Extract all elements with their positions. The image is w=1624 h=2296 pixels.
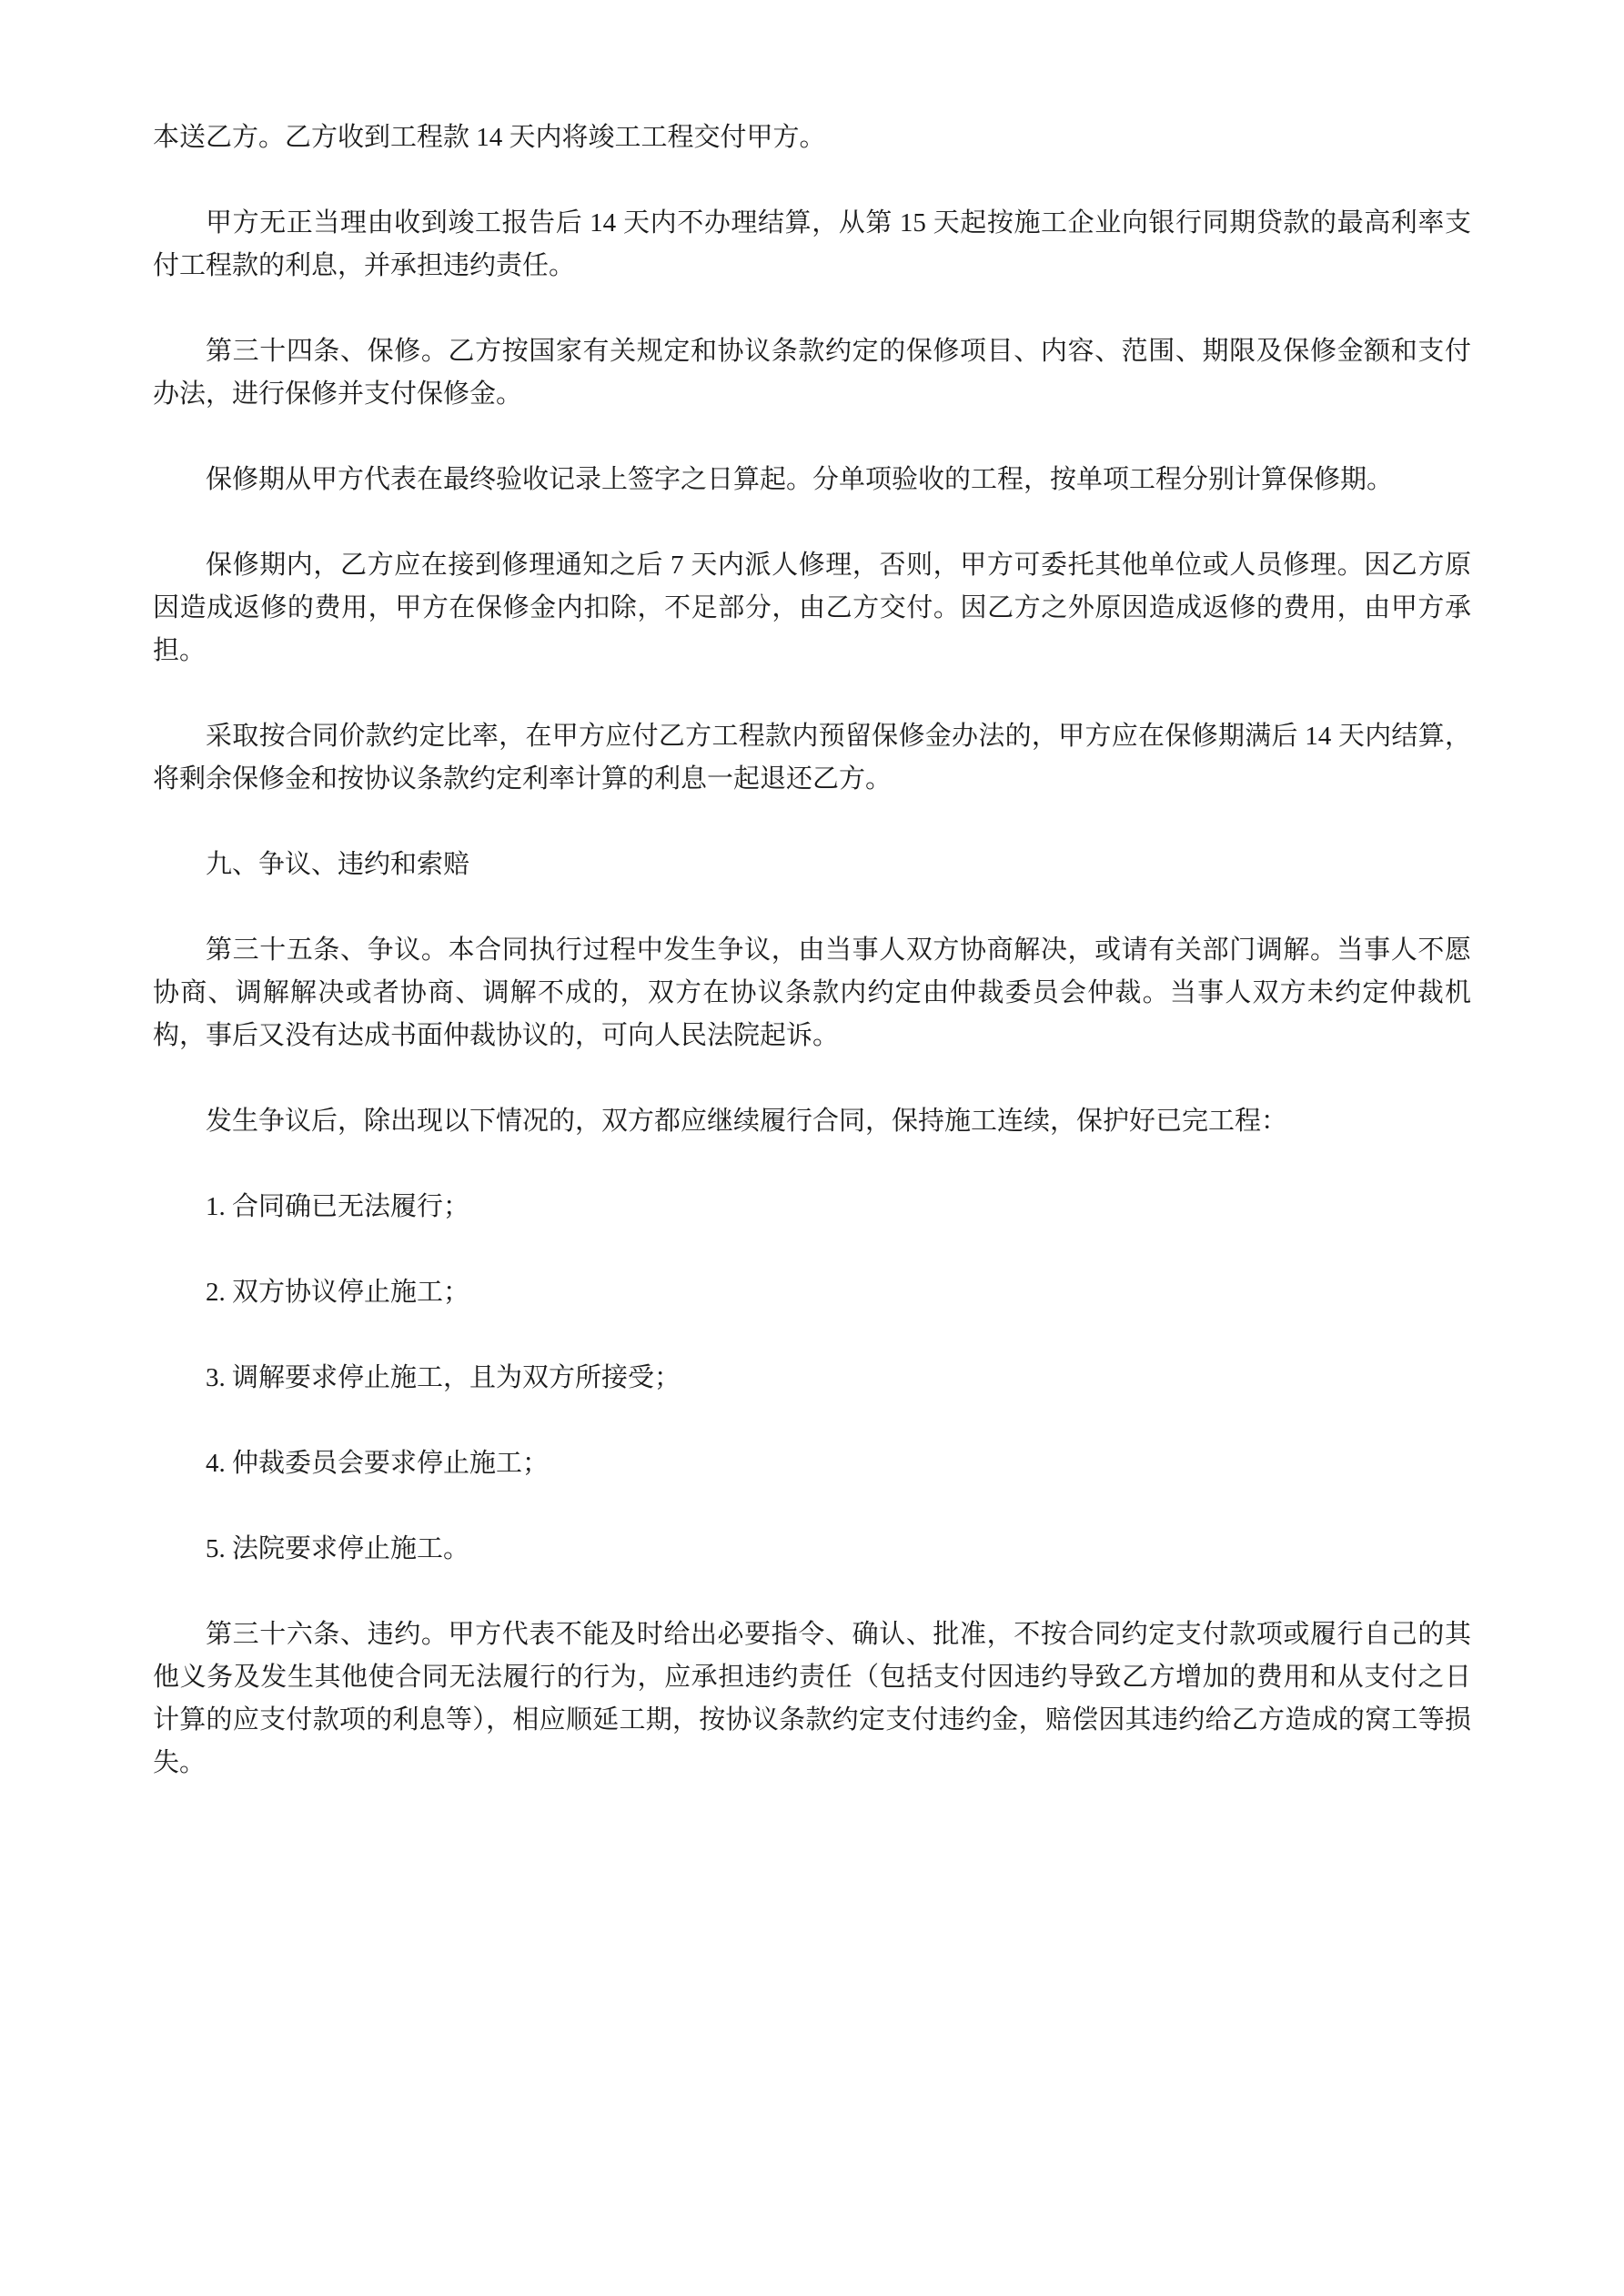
paragraph-clause-34: 第三十四条、保修。乙方按国家有关规定和协议条款约定的保修项目、内容、范围、期限及保修金额和支付办法，进行保修并支付保修金。 (153, 337, 1471, 409)
paragraph: 甲方无正当理由收到竣工报告后 14 天内不办理结算，从第 15 天起按施工企业向银行同期贷款的最高利率支付工程款的利息，并承担违约责任。 (153, 208, 1471, 280)
list-item-5: 5. 法院要求停止施工。 (206, 1534, 470, 1563)
paragraph: 保修期从甲方代表在最终验收记录上签字之日算起。分单项验收的工程，按单项工程分别计算保修期。 (206, 465, 1394, 494)
paragraph: 保修期内，乙方应在接到修理通知之后 7 天内派人修理，否则，甲方可委托其他单位或人员修理。因乙方原因造成返修的费用，甲方在保修金内扣除，不足部分，由乙方交付。因乙方之外原因造成返修的费用，由甲方承担。 (153, 551, 1471, 665)
list-item-1: 1. 合同确已无法履行； (206, 1192, 470, 1221)
section-heading-9: 九、争议、违约和索赔 (206, 850, 470, 879)
paragraph-clause-36: 第三十六条、违约。甲方代表不能及时给出必要指令、确认、批准，不按合同约定支付款项或履行自己的其他义务及发生其他使合同无法履行的行为，应承担违约责任（包括支付因违约导致乙方增加的费用和从支付之日计算的应支付款项的利息等），相应顺延工期，按协议条款约定支付违约金，赔偿因其违约给乙方造成的窝工等损失。 (153, 1620, 1471, 1777)
paragraph: 发生争议后，除出现以下情况的，双方都应继续履行合同，保持施工连续，保护好已完工程： (206, 1107, 1288, 1136)
paragraph-clause-35: 第三十五条、争议。本合同执行过程中发生争议，由当事人双方协商解决，或请有关部门调解。当事人不愿协商、调解解决或者协商、调解不成的，双方在协议条款内约定由仲裁委员会仲裁。当事人双方未约定仲裁机构，事后又没有达成书面仲裁协议的，可向人民法院起诉。 (153, 936, 1471, 1050)
list-item-4: 4. 仲裁委员会要求停止施工； (206, 1449, 550, 1478)
paragraph: 采取按合同价款约定比率，在甲方应付乙方工程款内预留保修金办法的，甲方应在保修期满后 14 天内结算，将剩余保修金和按协议条款约定利率计算的利息一起退还乙方。 (153, 722, 1471, 794)
paragraph-continuation: 本送乙方。乙方收到工程款 14 天内将竣工工程交付甲方。 (153, 123, 826, 152)
list-item-3: 3. 调解要求停止施工，且为双方所接受； (206, 1363, 681, 1392)
list-item-2: 2. 双方协议停止施工； (206, 1278, 470, 1307)
